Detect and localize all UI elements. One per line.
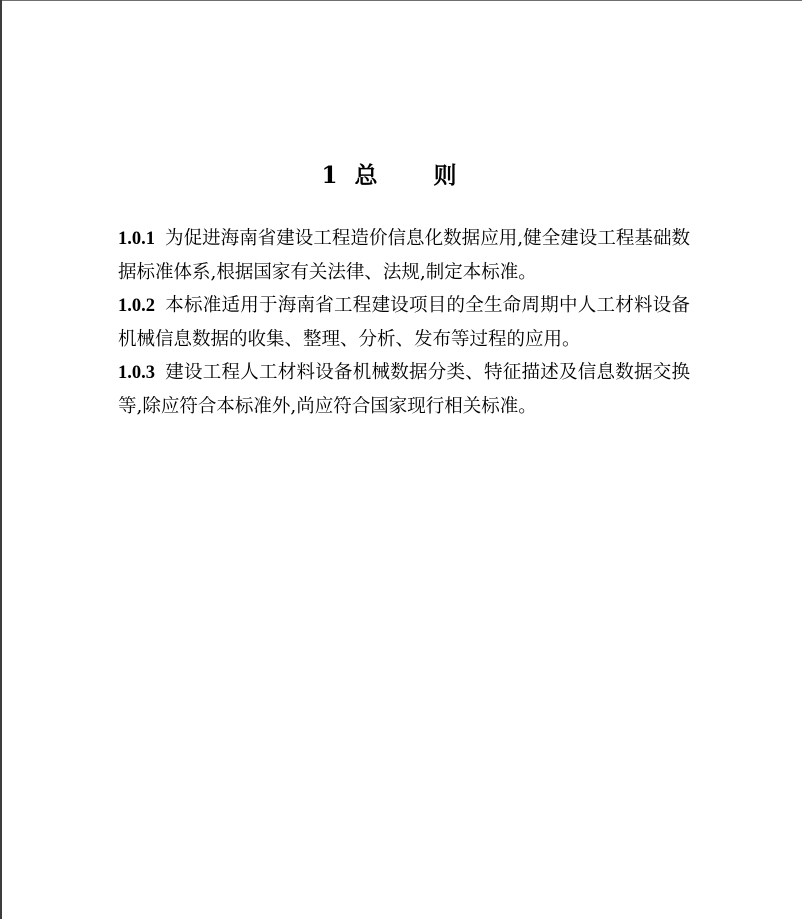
clause-number: 1.0.2 <box>118 296 155 316</box>
clause-1-0-1 <box>118 222 690 289</box>
clause-number: 1.0.1 <box>118 229 155 249</box>
chapter-body <box>118 222 690 423</box>
clause-text: 本标准适用于海南省工程建设项目的全生命周期中人工材料设备机械信息数据的收集、整理、分析、发布等过程的应用。 <box>118 295 690 350</box>
clause-1-0-3 <box>118 356 690 423</box>
clause-1-0-2 <box>118 289 690 356</box>
page-edge-left <box>0 0 2 919</box>
clause-number: 1.0.3 <box>118 363 155 383</box>
clause-text: 为促进海南省建设工程造价信息化数据应用,健全建设工程基础数据标准体系,根据国家有关法律、法规,制定本标准。 <box>118 228 690 283</box>
chapter-number: 1 <box>321 162 339 189</box>
chapter-title: 总 则 <box>354 162 481 189</box>
clause-text: 建设工程人工材料设备机械数据分类、特征描述及信息数据交换等,除应符合本标准外,尚应符合国家现行相关标准。 <box>118 362 690 417</box>
page-edge-top <box>0 0 802 1</box>
chapter-heading <box>0 160 802 192</box>
